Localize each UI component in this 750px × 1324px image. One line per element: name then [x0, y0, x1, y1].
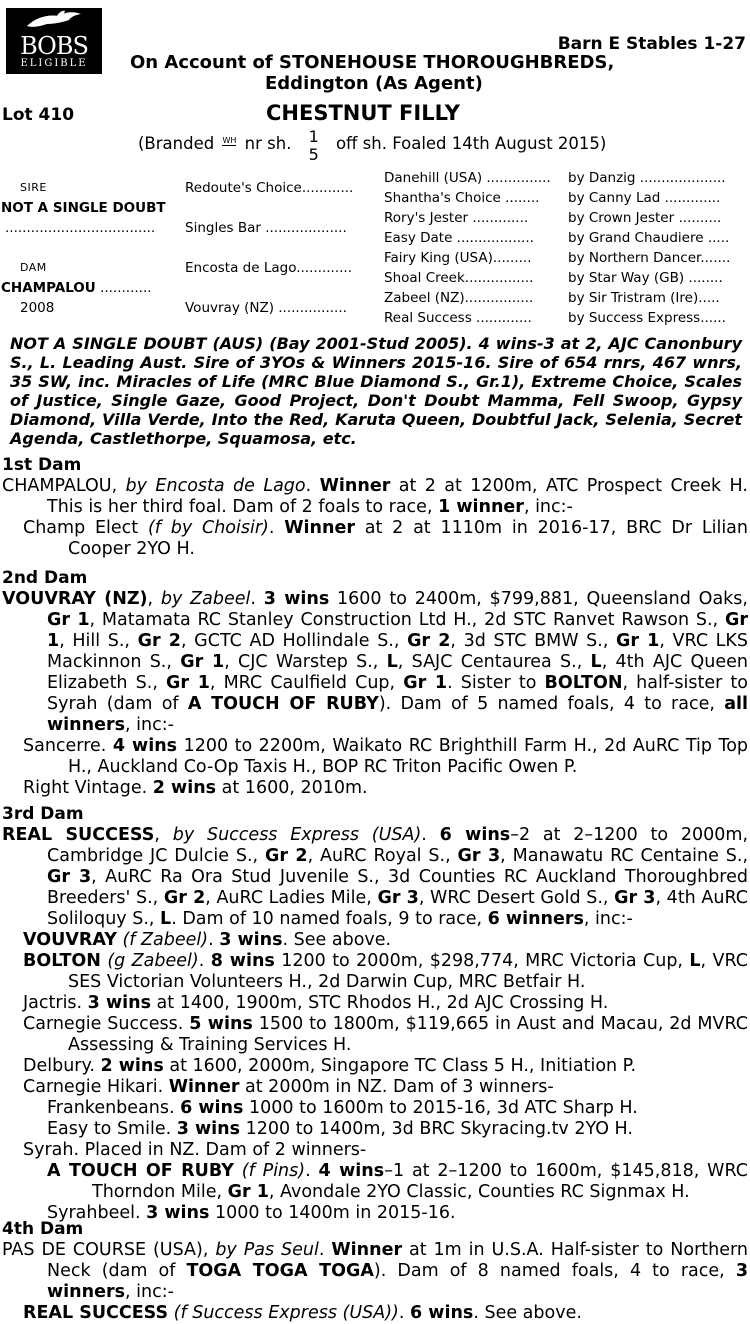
- text-run: 1000 to 1600m to 2015-16, 3d ATC Sharp H.: [243, 1098, 638, 1118]
- bold-text: 3 wins: [263, 589, 330, 609]
- text-run: , 3d STC BMW S.,: [450, 631, 617, 651]
- foal-entry: [2, 1119, 748, 1140]
- foal-entry: [2, 930, 748, 951]
- third-dam-section: [2, 804, 748, 1224]
- text-run: 1200 to 2000m, $298,774, MRC Victoria Cup,: [274, 951, 690, 971]
- text-run: .: [198, 951, 211, 971]
- foal-entry: [2, 736, 748, 778]
- text-run: , 4th AJC Queen Elizabeth S.,: [47, 652, 749, 693]
- pedigree-gen3-cell: Shantha's Choice ........: [384, 190, 540, 206]
- text-run: . See above.: [473, 1303, 582, 1323]
- text-run: PAS DE COURSE (USA),: [2, 1240, 216, 1260]
- bold-text: 2 wins: [152, 778, 217, 798]
- foal-entry: [2, 951, 748, 993]
- vendor-agent: Eddington (As Agent): [265, 73, 483, 94]
- foal-entry: [2, 1161, 748, 1203]
- lot-number: Lot 410: [2, 105, 75, 125]
- bold-text: 8 wins: [210, 951, 275, 971]
- text-run: 1500 to 1800m, $119,665 in Aust and Macau, 2d MVRC Assessing & Training Services H.: [68, 1014, 748, 1055]
- bold-text: Gr 1: [616, 631, 660, 651]
- text-run: , MRC Caulfield Cup,: [209, 673, 404, 693]
- bold-text: 3 wins: [87, 993, 151, 1013]
- bold-text: Gr 2: [163, 888, 206, 908]
- bold-text: A TOUCH OF RUBY: [187, 694, 379, 714]
- text-run: .: [318, 1240, 332, 1260]
- text-run: , GCTC AD Hollindale S.,: [180, 631, 408, 651]
- bold-text: Gr 2: [265, 846, 308, 866]
- text-run: Delbury.: [23, 1056, 101, 1076]
- horse-rider-icon: [6, 8, 102, 34]
- text-run: .: [305, 476, 320, 496]
- text-run: at 1600, 2010m.: [216, 778, 368, 798]
- dam-entry: [2, 589, 748, 736]
- bold-text: Gr 1: [403, 673, 448, 693]
- text-run: . Sister to: [447, 673, 545, 693]
- foal-entry: [2, 1303, 748, 1324]
- bold-text: VOUVRAY: [23, 930, 117, 950]
- pedigree-gen3-cell: Fairy King (USA).........: [384, 250, 532, 266]
- text-run: Jactris.: [23, 993, 88, 1013]
- bold-text: Gr 1: [47, 610, 748, 651]
- text-run: .: [305, 1161, 319, 1181]
- text-run: Syrahbeel.: [47, 1203, 147, 1223]
- text-run: at 2 at 1110m in 2016-17, BRC Dr Lilian Cooper 2YO H.: [68, 518, 748, 559]
- bold-text: TOGA TOGA TOGA: [186, 1261, 374, 1281]
- bold-text: Winner: [284, 518, 355, 538]
- bold-text: VOUVRAY (NZ): [2, 589, 148, 609]
- text-run: , WRC Desert Gold S.,: [418, 888, 615, 908]
- bold-text: 4 wins: [318, 1161, 385, 1181]
- pedigree-gen3-cell: Danehill (USA) ...............: [384, 170, 551, 186]
- pedigree-gen2-cell: Vouvray (NZ) ................: [185, 300, 347, 316]
- text-run: , CJC Warstep S.,: [224, 652, 387, 672]
- dam-label: DAM: [20, 261, 47, 274]
- dam-entry: [2, 1240, 748, 1303]
- text-run: .: [268, 518, 285, 538]
- pedigree-gen4-cell: by Sir Tristram (Ire).....: [568, 290, 720, 306]
- text-run: 1600 to 2400m, $799,881, Queensland Oaks,: [329, 589, 748, 609]
- text-run: 1000 to 1400m in 2015-16.: [209, 1203, 456, 1223]
- text-run: ). Dam of 8 named foals, 4 to race,: [373, 1261, 736, 1281]
- pedigree-gen2-cell: Redoute's Choice............: [185, 180, 354, 196]
- italic-text: (f Zabeel): [122, 930, 209, 950]
- text-run: , inc:-: [125, 715, 174, 735]
- bold-text: 6 winners: [487, 909, 584, 929]
- text-run: at 1m in U.S.A. Half-sister to Northern Neck (dam of: [47, 1240, 748, 1281]
- text-run: Right Vintage.: [23, 778, 153, 798]
- pedigree-gen4-cell: by Grand Chaudiere .....: [568, 230, 730, 246]
- bold-text: Gr 2: [137, 631, 181, 651]
- bold-text: L: [386, 652, 398, 672]
- text-run: , AuRC Ladies Mile,: [205, 888, 378, 908]
- bold-text: Gr 3: [47, 867, 92, 887]
- bobs-eligible-logo: [6, 8, 102, 74]
- bold-text: Gr 1: [166, 673, 210, 693]
- text-run: Easy to Smile.: [47, 1119, 177, 1139]
- brand-fraction-denominator: 5: [308, 145, 319, 164]
- text-run: , Matamata RC Stanley Construction Ltd H., 2d STC Ranvet Rawson S.,: [89, 610, 725, 630]
- text-run: , half-sister to Syrah (dam of: [47, 673, 749, 714]
- bold-text: 6 wins: [439, 825, 511, 845]
- foal-entry: [2, 993, 748, 1014]
- italic-text: (g Zabeel): [107, 951, 199, 971]
- pedigree-gen2-cell: Singles Bar ...................: [185, 220, 347, 236]
- text-run: Sancerre.: [23, 736, 113, 756]
- pedigree-gen4-cell: by Star Way (GB) ........: [568, 270, 723, 286]
- section-title: 3rd Dam: [2, 804, 84, 824]
- pedigree-gen3-cell: Real Success .............: [384, 310, 532, 326]
- text-run: ,: [147, 589, 161, 609]
- text-run: . Dam of 10 named foals, 9 to race,: [171, 909, 488, 929]
- italic-text: by Encosta de Lago: [125, 476, 306, 496]
- dam-name: CHAMPALOU: [1, 280, 96, 296]
- bold-text: Gr 3: [457, 846, 501, 866]
- pedigree-gen3-cell: Easy Date ..................: [384, 230, 534, 246]
- bold-text: Winner: [331, 1240, 403, 1260]
- text-run: Champ Elect: [23, 518, 148, 538]
- italic-text: (f by Choisir): [147, 518, 269, 538]
- first-dam-section: [2, 455, 748, 560]
- dam-year: 2008: [20, 300, 55, 316]
- bold-text: 4 wins: [112, 736, 178, 756]
- text-run: CHAMPALOU,: [2, 476, 126, 496]
- text-run: .: [398, 1303, 411, 1323]
- bold-text: 5 wins: [189, 1014, 253, 1034]
- dam-entry: [2, 825, 748, 930]
- text-run: ). Dam of 5 named foals, 4 to race,: [378, 694, 725, 714]
- text-run: 1200 to 1400m, 3d BRC Skyracing.tv 2YO H.: [240, 1119, 633, 1139]
- pedigree-gen4-cell: by Northern Dancer.......: [568, 250, 731, 266]
- sire-label: SIRE: [20, 181, 47, 194]
- vendor-account: On Account of STONEHOUSE THOROUGHBREDS,: [130, 52, 615, 73]
- text-run: , inc:-: [523, 497, 573, 517]
- horse-description: CHESTNUT FILLY: [266, 101, 460, 125]
- bold-text: 3 wins: [219, 930, 283, 950]
- section-title: 4th Dam: [2, 1219, 84, 1239]
- bold-text: L: [160, 909, 172, 929]
- text-run: Syrah. Placed in NZ. Dam of 2 winners-: [23, 1140, 367, 1160]
- text-run: , AuRC Ra Ora Stud Juvenile S., 3d Counties RC Auckland Thoroughbred Breeders' S.,: [47, 867, 748, 908]
- bold-text: Gr 1: [180, 652, 225, 672]
- text-run: 1200 to 2200m, Waikato RC Brighthill Farm H., 2d AuRC Tip Top H., Auckland Co-Op Taxis H., BOP RC Triton Pacific Owen P.: [68, 736, 749, 777]
- logo-subtitle: ELIGIBLE: [20, 58, 88, 69]
- sire-dots: ...................................: [5, 220, 156, 236]
- text-run: at 2 at 1200m, ATC Prospect Creek H. This is her third foal. Dam of 2 foals to race,: [47, 476, 748, 517]
- sire-name: NOT A SINGLE DOUBT: [1, 200, 166, 216]
- section-title: 2nd Dam: [2, 568, 88, 588]
- dam-entry: [2, 476, 748, 518]
- italic-text: by Zabeel: [160, 589, 251, 609]
- bold-text: Winner: [168, 1077, 240, 1097]
- bold-text: 1 winner: [438, 497, 524, 517]
- text-run: at 1400, 1900m, STC Rhodos H., 2d AJC Crossing H.: [150, 993, 609, 1013]
- bold-text: all winners: [47, 694, 748, 735]
- logo-word: BOBS: [20, 32, 88, 60]
- text-run: at 1600, 2000m, Singapore TC Class 5 H., Initiation P.: [163, 1056, 637, 1076]
- text-run: , AuRC Royal S.,: [307, 846, 458, 866]
- italic-text: (f Success Express (USA)): [173, 1303, 399, 1323]
- text-run: Carnegie Hikari.: [23, 1077, 169, 1097]
- bold-text: Gr 3: [614, 888, 656, 908]
- foal-entry: [2, 778, 748, 799]
- bold-text: A TOUCH OF RUBY: [47, 1161, 234, 1181]
- brand-mark: WH: [222, 136, 237, 145]
- italic-text: (f Pins): [241, 1161, 306, 1181]
- foal-entry: [2, 1140, 748, 1161]
- brand-text-after: off sh. Foaled 14th August 2015): [335, 134, 607, 153]
- text-run: , Avondale 2YO Classic, Counties RC Signmax H.: [268, 1182, 690, 1202]
- second-dam-section: [2, 568, 748, 799]
- dam-dots: ............: [100, 280, 152, 296]
- pedigree-gen2-cell: Encosta de Lago.............: [185, 260, 352, 276]
- text-run: Carnegie Success.: [23, 1014, 190, 1034]
- pedigree-gen3-cell: Rory's Jester .............: [384, 210, 529, 226]
- text-run: at 2000m in NZ. Dam of 3 winners-: [239, 1077, 554, 1097]
- text-run: , SAJC Centaurea S.,: [397, 652, 591, 672]
- text-run: , Manawatu RC Centaine S.,: [500, 846, 749, 866]
- text-run: Frankenbeans.: [47, 1098, 181, 1118]
- text-run: .: [421, 825, 440, 845]
- dam-line: [1, 278, 152, 298]
- section-title: 1st Dam: [2, 455, 82, 475]
- bold-text: BOLTON: [544, 673, 623, 693]
- pedigree-gen4-cell: by Canny Lad .............: [568, 190, 721, 206]
- text-run: . See above.: [282, 930, 392, 950]
- pedigree-gen3-cell: Zabeel (NZ)................: [384, 290, 534, 306]
- bold-text: 3 wins: [146, 1203, 210, 1223]
- text-run: , inc:-: [583, 909, 633, 929]
- foal-entry: [2, 1056, 748, 1077]
- fourth-dam-section: [2, 1219, 748, 1324]
- bold-text: BOLTON: [23, 951, 101, 971]
- text-run: , inc:-: [125, 1282, 174, 1302]
- barn-location: Barn E Stables 1-27: [557, 34, 746, 54]
- text-run: , Hill S.,: [59, 631, 138, 651]
- text-run: , VRC SES Victorian Volunteers H., 2d Darwin Cup, MRC Betfair H.: [68, 951, 748, 992]
- text-run: [234, 1161, 242, 1181]
- bold-text: L: [689, 951, 701, 971]
- bold-text: Gr 2: [407, 631, 451, 651]
- bold-text: 6 wins: [410, 1303, 474, 1323]
- text-run: ,: [154, 825, 173, 845]
- foal-entry: [2, 1098, 748, 1119]
- text-run: .: [250, 589, 264, 609]
- brand-fraction: [307, 128, 321, 164]
- foal-list: [2, 930, 748, 1224]
- bold-text: 2 wins: [100, 1056, 164, 1076]
- italic-text: by Pas Seul: [215, 1240, 319, 1260]
- bold-text: L: [590, 652, 602, 672]
- brand-text-before: (Branded: [138, 134, 215, 153]
- brand-foaled-line: [138, 128, 606, 164]
- bold-text: 3 winners: [47, 1261, 748, 1302]
- bold-text: REAL SUCCESS: [2, 825, 155, 845]
- foal-entry: [2, 1014, 748, 1056]
- pedigree-gen4-cell: by Crown Jester ..........: [568, 210, 722, 226]
- bold-text: 6 wins: [180, 1098, 244, 1118]
- text-run: –2 at 2–1200 to 2000m, Cambridge JC Dulcie S.,: [47, 825, 749, 866]
- italic-text: by Success Express (USA): [172, 825, 422, 845]
- foal-entry: [2, 518, 748, 560]
- bold-text: Gr 1: [227, 1182, 269, 1202]
- bold-text: REAL SUCCESS: [23, 1303, 169, 1323]
- text-run: , VRC LKS Mackinnon S.,: [47, 631, 749, 672]
- bold-text: Gr 1: [47, 610, 90, 630]
- text-run: –1 at 2–1200 to 1600m, $145,818, WRC Thorndon Mile,: [92, 1161, 748, 1202]
- bold-text: Winner: [319, 476, 391, 496]
- pedigree-table: [0, 168, 750, 328]
- bold-text: 3 wins: [176, 1119, 241, 1139]
- sire-summary: NOT A SINGLE DOUBT (AUS) (Bay 2001-Stud 2005). 4 wins-3 at 2, AJC Canonbury S., L. Leading Aust. Sire of 3YOs & Winners 2015-16. Sire of 654 rnrs, 467 wnrs, 35 SW, inc. Miracles of Life (MRC Blue Diamond S., Gr.1), Extreme Choice, Scales of Justice, Single Gaze, Good Project, Don't Doubt Mamma, Fell Swoop, Gypsy Diamond, Villa Verde, Into the Red, Karuta Queen, Doubtful Jack, Selenia, Secret Agenda, Castlethorpe, Squamosa, etc.: [10, 334, 742, 448]
- text-run: .: [208, 930, 220, 950]
- bold-text: Gr 3: [377, 888, 419, 908]
- pedigree-gen3-cell: Shoal Creek................: [384, 270, 534, 286]
- pedigree-gen4-cell: by Danzig ....................: [568, 170, 726, 186]
- pedigree-gen4-cell: by Success Express......: [568, 310, 726, 326]
- brand-text-mid: nr sh.: [244, 134, 292, 153]
- text-run: , 4th AuRC Soliloquy S.,: [47, 888, 748, 929]
- foal-entry: [2, 1077, 748, 1098]
- brand-fraction-numerator: 1: [308, 127, 319, 146]
